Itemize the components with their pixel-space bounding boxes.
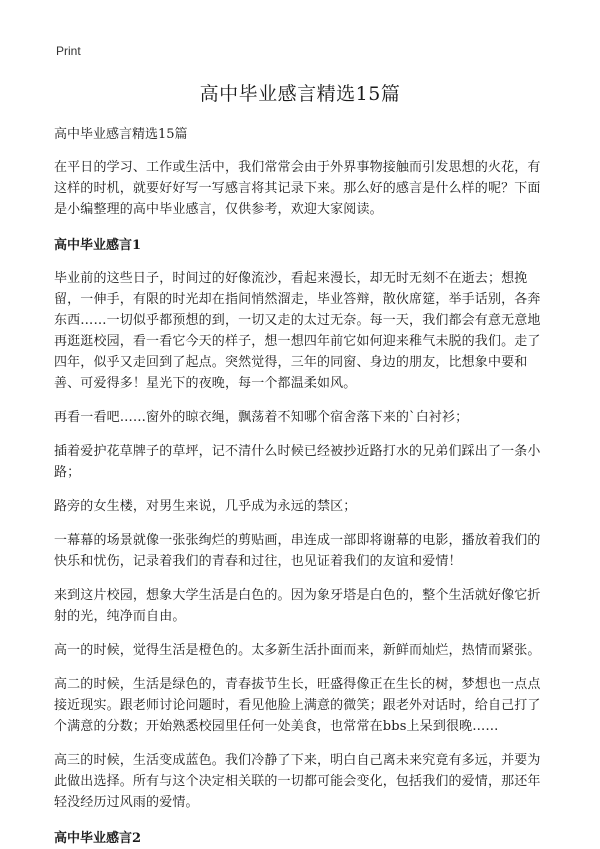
body-paragraph: 高二的时候，生活是绿色的，青春拔节生长，旺盛得像正在生长的树，梦想也一点点接近现实。跟老师讨论问题时，看见他脸上满意的微笑；跟老外对话时，给自己打了个满意的分数；开始熟悉校园里任何一处美食，也常常在bbs上呆到很晚……	[54, 677, 541, 734]
section-heading: 高中毕业感言2	[54, 831, 142, 846]
body-paragraph: 再看一看吧……窗外的晾衣绳，飘荡着不知哪个宿舍落下来的`白衬衫；	[54, 410, 469, 425]
page-title: 高中毕业感言精选15篇	[199, 83, 401, 105]
document-subtitle: 高中毕业感言精选15篇	[54, 127, 188, 142]
print-link[interactable]: Print	[56, 44, 81, 58]
body-paragraph: 高三的时候，生活变成蓝色。我们冷静了下来，明白自己离未来究竟有多远，并要为此做出选择。所有与这个决定相关联的一切都可能会变化，包括我们的爱情，那还年轻没经历过风雨的爱情。	[54, 753, 541, 810]
body-paragraph: 一幕幕的场景就像一张张绚烂的剪贴画，串连成一部即将谢幕的电影，播放着我们的快乐和忧伤，记录着我们的青春和过往，也见证着我们的友谊和爱情！	[54, 533, 541, 569]
section-heading: 高中毕业感言1	[54, 238, 142, 253]
section-2	[54, 828, 546, 849]
body-paragraph: 插着爱护花草牌子的草坪，记不清什么时候已经被抄近路打水的兄弟们踩出了一条小路；	[54, 444, 541, 480]
body-paragraph: 来到这片校园，想象大学生活是白色的。因为象牙塔是白色的，整个生活就好像它折射的光，纯净而自由。	[54, 588, 541, 624]
body-paragraph: 高一的时候，觉得生活是橙色的。太多新生活扑面而来，新鲜而灿烂，热情而紧张。	[54, 643, 541, 658]
body-paragraph: 毕业前的这些日子，时间过的好像流沙，看起来漫长，却无时无刻不在逝去；想挽留，一伸手，有限的时光却在指间悄然溜走，毕业答辩，散伙席筵，举手话别，各奔东西……一切似乎都预想的到，一切又走的太过无奈。每一天，我们都会有意无意地再逛逛校园，看一看它今天的样子，想一想四年前它如何迎来稚气未脱的我们。走了四年，似乎又走回到了起点。突然觉得，三年的同窗、身边的朋友，比想象中要和善、可爱得多！星光下的夜晚，每一个都温柔如风。	[54, 271, 541, 391]
body-paragraph: 路旁的女生楼，对男生来说，几乎成为永远的禁区；	[54, 499, 357, 514]
intro-paragraph: 在平日的学习、工作或生活中，我们常常会由于外界事物接触而引发思想的火花，有这样的时机，就要好好写一写感言将其记录下来。那么好的感言是什么样的呢？下面是小编整理的高中毕业感言，仅供参考，欢迎大家阅读。	[54, 160, 541, 217]
section-1	[54, 235, 546, 813]
